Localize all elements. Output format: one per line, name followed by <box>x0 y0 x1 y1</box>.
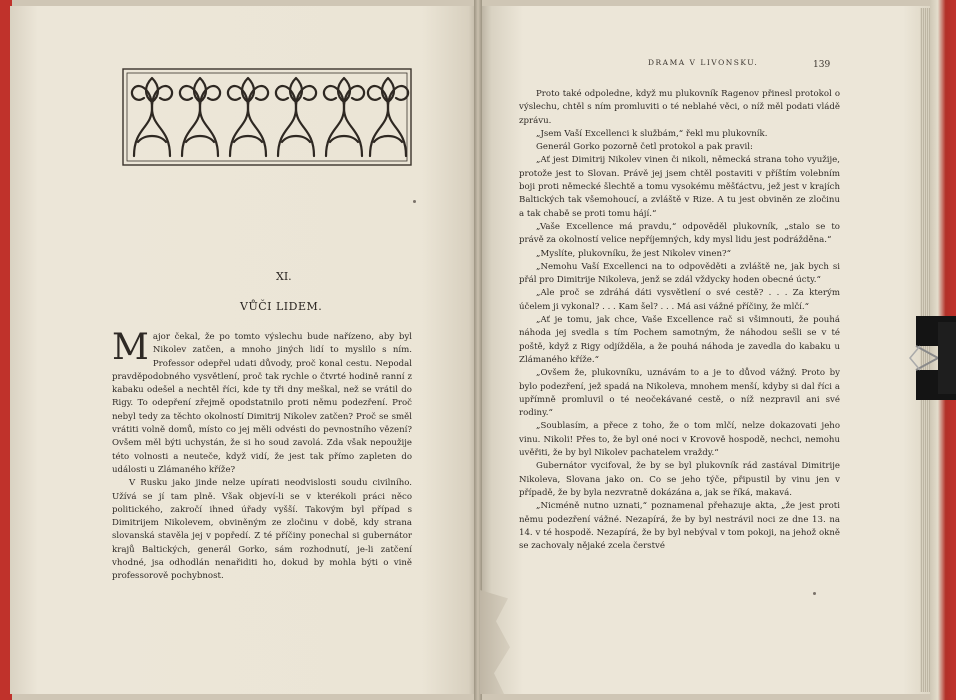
paragraph: „Ať jest Dimitrij Nikolev vinen či nikoli, německá strana toho využije, protože jest to Slovan. Právě jej jsem chtěl postaviti v příštím volebním boji proti německé šlechtě a tomu vysokému měšťáctvu, jež jest v krajích Baltických tak všemohoucí, a zvláště v Rize. A tu jest obviněn ze zločinu a tak chabě se proti tomu hájí.“ <box>519 155 840 219</box>
paragraph: „Nicméně nutno uznati,“ poznamenal přehazuje akta, „že jest proti němu podezření vážné. Nezapírá, že by byl nestrávil noci ze dne 13. na 14. v té hospodě. Nezapírá, že by byl nebýval v tom pokoji, na jehož okně se zachovaly nějaké zcela čerstvé <box>519 501 840 552</box>
ink-speck <box>813 592 816 595</box>
art-nouveau-ornament <box>122 68 412 166</box>
paragraph: „Ovšem že, plukovníku, uznávám to a je to důvod vážný. Proto by bylo podezření, jež spadá na Nikoleva, mnohem menší, kdyby si dal říci a upřímně promluvil o té neočekávané cestě, o níž nezpravil ani své rodiny.“ <box>519 368 840 419</box>
paragraph: „Ale proč se zdráhá dáti vysvětlení o své cestě? . . . Za kterým účelem ji vykonal? . . . Kam šel? . . . Má asi vážné příčiny, že mlčí.“ <box>519 288 840 312</box>
chapter-number: XI. <box>276 270 292 283</box>
paragraph: „Nemohu Vaší Excellenci na to odpověděti a zvláště ne, jak bych si přál pro Dimitrije Nikoleva, jenž se zdál vždycky hoden obecné úcty.“ <box>519 261 840 286</box>
page-number: 139 <box>813 60 831 70</box>
drop-cap: M <box>112 327 149 368</box>
running-header: DRAMA V LIVONSKU. <box>648 58 759 67</box>
paragraph: „Soublasím, a přece z toho, že o tom mlčí, nelze dokazovati jeho vinu. Nikoli! Přes to, že byl oné noci v Krovově hospodě, nechci, nemohu uvěřiti, že by byl Nikolev pachatelem vraždy.“ <box>519 421 840 459</box>
paragraph: „Myslíte, plukovníku, že jest Nikolev vinen?“ <box>536 248 732 259</box>
paragraph: V Rusku jako jinde nelze upírati neodvislosti soudu civilního. Užívá se jí tam plně. Však objeví-li se v kterékoli práci něco politického, zakročí ihned úřady vyšší. Takovým byl případ s Dimitrijem Nikolevem, obviněným ze zločinu v době, kdy strana slovanská stavěla jej v popředí. Z té příčiny ponechal si gubernátor krajů Baltických, generál Gorko, sám rozhodnutí, je-li zatčení vhodné, jsa odhodlán nenařiditi ho, dokud by mohla býti o vině professorově pochybnost. <box>112 478 412 582</box>
paragraph: „Ať je tomu, jak chce, Vaše Excellence rač si všimnouti, že pouhá náhoda jej svedla s tím Pochem samotným, že náhodou sešli se v té poště, když z Rigy odjížděla, a že pouhá náhoda je zavedla do kabaku u Zlámaného kříže.“ <box>519 315 840 365</box>
paragraph: Generál Gorko pozorně četl protokol a pak pravil: <box>536 142 753 153</box>
chapter-title: VŮČI LIDEM. <box>240 300 323 313</box>
binder-clip <box>908 312 956 404</box>
left-page-text <box>112 327 412 584</box>
paragraph: „Vaše Excellence má pravdu,“ odpověděl plukovník, „stalo se to právě za okolností velice nepříjemných, kdy mysl lidu jest podrážděna.“ <box>519 221 840 246</box>
paragraph: „Jsem Vaší Excellenci k službám,“ řekl mu plukovník. <box>536 128 768 139</box>
paragraph: Major čekal, že po tomto výslechu bude nařízeno, aby byl Nikolev zatčen, a mnoho jiných lidí to myslilo s ním. Professor odepřel udati důvody, proč konal cestu. Nepodal pravděpodobného vysvětlení, proč tak rychle o čtvrté hodině ranní z kabaku odešel a nechtěl říci, kde ty tři dny meškal, než se vrátil do Rigy. To odepření zřejmě opodstatnilo proti němu podezření. Proč nebyl tedy za těchto okolností Dimitrij Nikolev zatčen? Proč se směl vrátiti volně domů, místo co jej měli odvésti do pevnostního vězení? Ovšem měl býti uchystán, že si ho soud zavolá. Zda však nepoužije této volnosti a neuteče, když vidí, že jest tak přímo zapleten do události u Zlámaného kříže? <box>112 327 412 475</box>
paragraph: Gubernátor vycifoval, že by se byl plukovník rád zastával Dimitrije Nikoleva, Slovana jako on. Co se jeho týče, připustil by vinu jen v případě, že by byla nezvratně dokázána a, jak se říká, makavá. <box>519 461 840 498</box>
paragraph: Proto také odpoledne, když mu plukovník Ragenov přinesl protokol o výslechu, chtěl s ním promluviti o té neblahé věci, o níž měl podati vládě zprávu. <box>519 89 840 126</box>
right-page-text <box>519 88 840 553</box>
ink-speck <box>413 200 416 203</box>
